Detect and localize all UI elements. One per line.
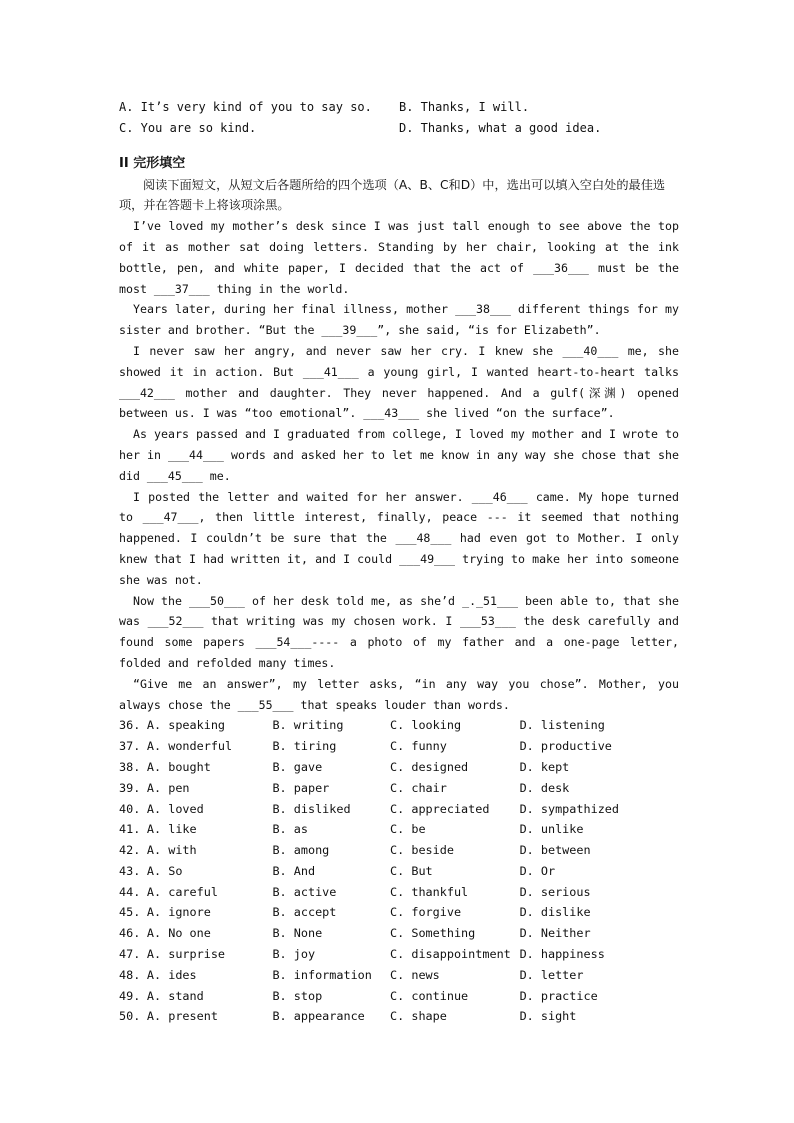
choice-c: C. looking [390, 718, 462, 733]
choice-d: D. serious [519, 884, 591, 899]
question-row [119, 757, 679, 778]
question-number: 36. [119, 718, 141, 733]
question-row [119, 840, 679, 861]
passage-paragraph: As years passed and I graduated from college, I loved my mother and I wrote to her in ___44___ words and asked her to let me know in any way she chose that she did ___45___ me. [119, 427, 679, 483]
question-number: 46. [119, 926, 141, 941]
choice-c: C. shape [390, 1009, 447, 1024]
choice-b: B. among [272, 843, 330, 858]
choice-a: A. pen [146, 780, 190, 795]
choice-c: C. be [390, 822, 426, 837]
choice-b: B. And [272, 863, 316, 878]
choice-d: D. happiness [519, 947, 605, 962]
choice-c: C. forgive [390, 905, 462, 920]
choice-d: D. Or [519, 863, 556, 878]
choice-d: D. letter [519, 967, 584, 982]
question-row [119, 923, 679, 944]
option-row [119, 97, 679, 118]
question-number: 47. [119, 947, 141, 962]
document-page [119, 97, 679, 1027]
question-number: 41. [119, 822, 141, 837]
choice-b: B. as [272, 822, 308, 837]
question-number: 37. [119, 739, 141, 754]
option-a: A. It’s very kind of you to say so. [119, 100, 372, 114]
choice-b: B. tiring [272, 739, 337, 754]
option-d: D. Thanks, what a good idea. [399, 120, 602, 135]
passage-paragraph: I posted the letter and waited for her answer. ___46___ came. My hope turned to ___47___, then little interest, finally, peace --- it seemed that nothing happened. I couldn’t be sure that the ___48___ had even got to Mother. I only knew that I had written it, and I could ___49___ trying to make her into someone she was not. [119, 489, 679, 587]
question-row [119, 902, 679, 923]
choice-b: B. disliked [272, 801, 351, 816]
choice-c: C. chair [390, 780, 447, 795]
question-number: 40. [119, 801, 141, 816]
passage-paragraph: Years later, during her final illness, mother ___38___ different things for my sister and brother. “But the ___39___”, she said, “is for Elizabeth”. [119, 302, 679, 338]
choice-a: A. So [146, 863, 183, 878]
choice-c: C. disappointment [390, 947, 511, 962]
choice-a: A. speaking [146, 718, 226, 733]
choice-c: C. thankful [390, 884, 469, 899]
choice-d: D. between [519, 843, 591, 858]
choice-b: B. information [272, 967, 372, 982]
passage-paragraph: “Give me an answer”, my letter asks, “in any way you chose”. Mother, you always chose the ___55___ that speaks louder than words. [119, 676, 679, 712]
question-row [119, 799, 679, 820]
question-row [119, 778, 679, 799]
question-number: 48. [119, 967, 141, 982]
choice-c: C. beside [390, 843, 454, 858]
choice-d: D. sight [519, 1009, 577, 1024]
choice-a: A. careful [146, 884, 218, 899]
choice-b: B. active [272, 884, 337, 899]
choice-c: C. funny [390, 739, 447, 754]
choice-b: B. joy [272, 947, 316, 962]
question-number: 42. [119, 843, 141, 858]
choice-a: A. stand [146, 988, 204, 1003]
choice-b: B. gave [272, 759, 323, 774]
question-number: 49. [119, 988, 141, 1003]
question-number: 38. [119, 759, 141, 774]
question-number: 44. [119, 884, 141, 899]
choice-b: B. writing [272, 718, 344, 733]
question-number: 50. [119, 1009, 141, 1024]
choice-a: A. surprise [146, 947, 226, 962]
choice-b: B. stop [272, 988, 323, 1003]
choice-d: D. unlike [519, 822, 584, 837]
choice-b: B. appearance [272, 1009, 365, 1024]
passage-paragraph: Now the ___50___ of her desk told me, as she’d _._51___ been able to, that she was ___52___ that writing was my chosen work. I ___53___ the desk carefully and found some papers ___54___---- a photo of my father and a one-page letter, folded and refolded many times. [119, 593, 679, 670]
choice-a: A. ignore [146, 905, 211, 920]
question-row [119, 986, 679, 1007]
choice-a: A. like [146, 822, 197, 837]
choice-a: A. with [146, 843, 197, 858]
choice-b: B. paper [272, 780, 330, 795]
choice-d: D. dislike [519, 905, 591, 920]
passage-paragraph: I’ve loved my mother’s desk since I was just tall enough to see above the top of it as mother sat doing letters. Standing by her chair, looking at the ink bottle, pen, and white paper, I decided that the act of ___36___ must be the most ___37___ thing in the world. [119, 219, 679, 296]
choice-d: D. sympathized [519, 801, 619, 816]
question-number: 43. [119, 863, 141, 878]
question-number: 39. [119, 780, 141, 795]
choice-d: D. productive [519, 739, 612, 754]
option-c: C. You are so kind. [119, 120, 257, 135]
question-number: 45. [119, 905, 141, 920]
section-instruction: 阅读下面短文，从短文后各题所给的四个选项（A、B、C和D）中，选出可以填入空白处的最佳选项，并在答题卡上将该项涂黑。 [119, 177, 666, 213]
choice-d: D. kept [519, 759, 570, 774]
choice-c: C. Something [390, 926, 476, 941]
choice-b: B. None [272, 926, 323, 941]
question-row [119, 715, 679, 736]
choice-d: D. Neither [519, 926, 591, 941]
question-list [119, 715, 679, 1027]
choice-d: D. desk [519, 780, 570, 795]
passage-paragraph: I never saw her angry, and never saw her cry. I knew she ___40___ me, she showed it in action. But ___41___ a young girl, I wanted heart-to-heart talks ___42___ mother and daughter. They never happened. And a gulf(深渊) opened between us. I was “too emotional”. ___43___ she lived “on the surface”. [119, 343, 679, 421]
choice-a: A. wonderful [146, 739, 233, 754]
question-row [119, 819, 679, 840]
choice-a: A. present [146, 1009, 218, 1024]
choice-d: D. practice [519, 988, 598, 1003]
choice-c: C. appreciated [390, 801, 490, 816]
choice-c: C. news [390, 967, 440, 982]
choice-b: B. accept [272, 905, 337, 920]
choice-d: D. listening [519, 718, 605, 733]
question-row [119, 882, 679, 903]
option-row [119, 118, 679, 139]
choice-c: C. But [390, 863, 433, 878]
question-row [119, 1006, 679, 1027]
choice-c: C. designed [390, 759, 469, 774]
question-row [119, 944, 679, 965]
question-row [119, 965, 679, 986]
choice-a: A. bought [146, 759, 211, 774]
passage [119, 216, 679, 715]
choice-a: A. No one [146, 926, 211, 941]
question-row [119, 861, 679, 882]
choice-a: A. loved [146, 801, 204, 816]
choice-c: C. continue [390, 988, 469, 1003]
previous-question-options [119, 97, 679, 139]
question-row [119, 736, 679, 757]
option-b: B. Thanks, I will. [399, 100, 530, 114]
section-title: II 完形填空 [119, 155, 186, 171]
choice-a: A. ides [146, 967, 197, 982]
